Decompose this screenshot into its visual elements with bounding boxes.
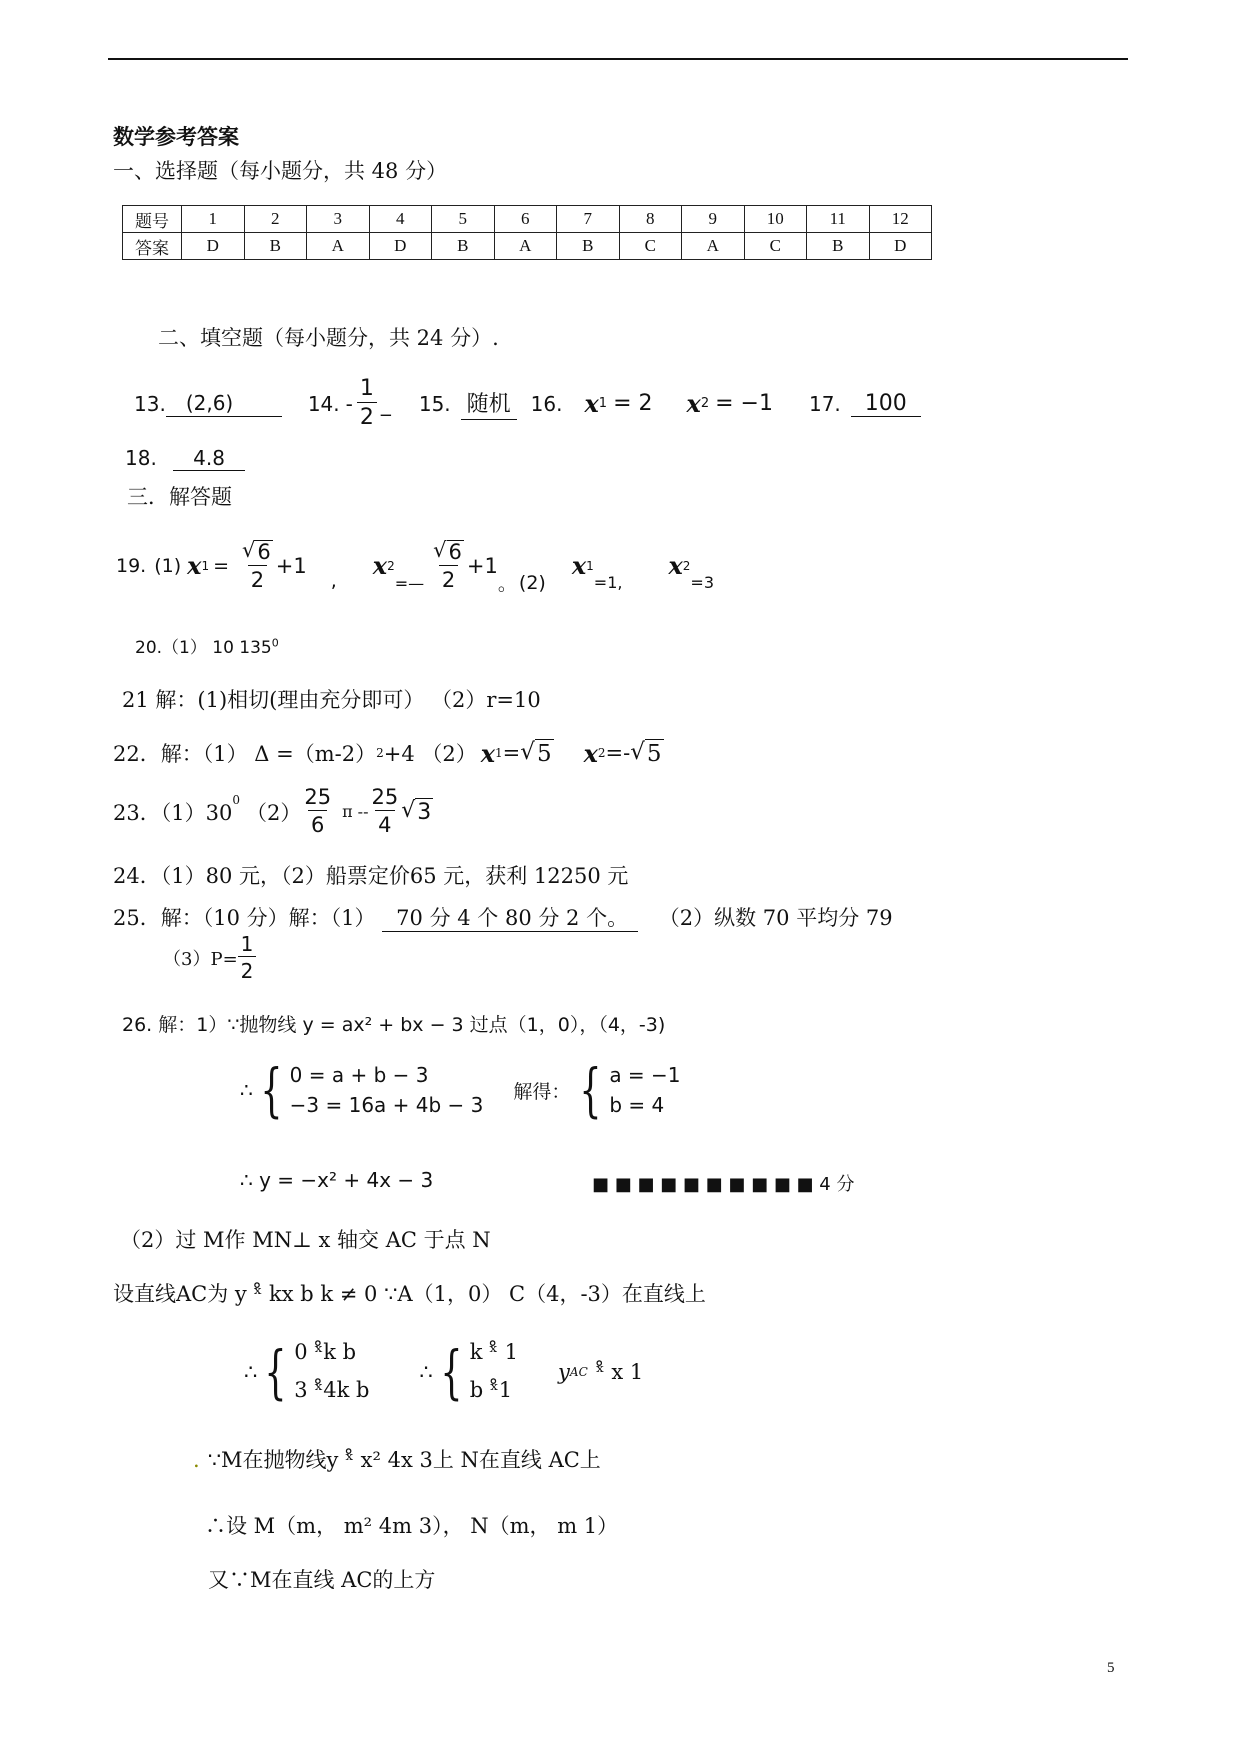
q25-num: 1 (240, 932, 254, 956)
q23-row: 23．（1）30 $^0$ （2） $\frac{25}{6}$ π -- $\frac{25}{4}$ √ 3 (113, 785, 432, 837)
q25-rest: （2）纵数 70 平均分 79 (658, 906, 893, 930)
q13-answer: (2,6) (166, 391, 282, 417)
table-cell: 11 (807, 206, 870, 233)
q26-sys2-a: a = −1 (609, 1063, 681, 1087)
q19-fraction-1: √ 6 2 (242, 538, 271, 592)
q15-answer: 随机 (461, 387, 517, 420)
table-cell: 2 (244, 206, 307, 233)
table-cell: 6 (494, 206, 557, 233)
table-cell: 5 (432, 206, 495, 233)
q14-fraction (357, 378, 377, 429)
q22-sup: 2 (376, 746, 384, 760)
q13-label: 13. (134, 391, 166, 416)
q19-comma: , (330, 569, 337, 592)
q24-text: 24．（1）80 元，（2）船票定价65 元，获利 12250 元 (113, 864, 629, 888)
q26-yac-sub: AC (569, 1364, 588, 1379)
table-cell: D (182, 233, 245, 260)
q26-sys2-b: b = 4 (609, 1093, 665, 1117)
table-cell: D (369, 233, 432, 260)
q14-num: 1 (359, 376, 374, 401)
q16-x1-val: = 2 (613, 391, 653, 416)
q23-pi: π -- (342, 802, 369, 821)
q15-label: 15. (418, 391, 451, 416)
table-row (123, 233, 932, 260)
q26-sys3-a: 0 ˣ̊k b (294, 1340, 357, 1364)
q25-den: 2 (238, 956, 257, 981)
q26-m-on-text: ∵M在抛物线y ˣ̊ x² 4x 3上 N在直线 AC上 (207, 1448, 601, 1472)
q14-label: 14. (307, 391, 340, 416)
q23-den2: 4 (375, 810, 394, 836)
table-cell: C (619, 233, 682, 260)
q19-x1: x (187, 551, 202, 580)
q19-part1: (1) (154, 554, 182, 577)
q22-row: 22．解：（1） Δ =（m-2） 2 +4 （2） x 1 = √ 5 x 2 =- √ 5 (113, 738, 662, 768)
q22-sqrt2: 5 (646, 741, 662, 767)
table-cell: 1 (182, 206, 245, 233)
answer-table (122, 205, 932, 260)
section1-heading: 一、选择题（每小题分，共 48 分） (113, 159, 448, 183)
q19-x1-eq: = (213, 554, 230, 577)
q26-head: 26. 解：1）∵抛物线 y = ax² + bx − 3 过点（1，0），（4，-3) (122, 1014, 666, 1036)
table-cell: B (244, 233, 307, 260)
q26-yac-rest: ˣ̊ x 1 (595, 1359, 644, 1384)
q23-text: 23．（1）30 (113, 800, 233, 825)
q26-line: 设直线AC为 y ˣ̊ kx b k ≠ 0 ∵A（1，0） C（4，-3）在直线上 (113, 1282, 706, 1306)
q26-m-on: . ∵M在抛物线y ˣ̊ x² 4x 3上 N在直线 AC上 (193, 1448, 601, 1472)
table-cell: 8 (619, 206, 682, 233)
q16-x1-sub: 1 (598, 396, 608, 411)
q25-fraction (238, 934, 257, 981)
q19-den-1: 2 (248, 565, 267, 591)
q19-plus-1: +1 (275, 553, 307, 578)
q26-solve: 解得： (513, 1080, 571, 1103)
table-cell: 9 (682, 206, 745, 233)
q20-row (135, 633, 279, 658)
q19-part2: (2) (518, 571, 546, 594)
table-cell: 3 (307, 206, 370, 233)
q26-sys3-b: 3 ˣ̊4k b (294, 1377, 370, 1402)
q19-label: 19. (116, 554, 147, 577)
q19-plus-2: +1 (466, 553, 498, 578)
table-cell: A (494, 233, 557, 260)
q26-system-4 (470, 1334, 518, 1410)
q16-x2-val: = −1 (715, 391, 773, 416)
q19-x1b-val: =1, (593, 573, 623, 592)
q17-label: 17. (808, 391, 841, 416)
q18-answer: 4.8 (173, 446, 245, 471)
q26-part2: （2）过 M作 MN⊥ x 轴交 AC 于点 N (120, 1228, 491, 1252)
table-cell: D (869, 233, 932, 260)
q17-answer: 100 (851, 391, 921, 417)
section2-heading: 二、填空题（每小题分，共 24 分）. (158, 326, 499, 350)
q19-row: 19. (1) x 1 = √ 6 2 +1 , x 2 =— √ 6 2 +1 。 (2) x 1 =1, x 2 =3 (116, 538, 714, 595)
table-cell: A (307, 233, 370, 260)
q23-num1: 25 (304, 785, 332, 809)
q19-sqrt-1: 6 (257, 540, 271, 564)
q26-sys1-a: 0 = a + b − 3 (289, 1063, 429, 1087)
q23-sqrt: 3 (417, 800, 432, 825)
table-cell: B (432, 233, 495, 260)
q26-system-row-2: ∴ { 0 ˣ̊k b 3 ˣ̊4k b ∴ { k ˣ̊ 1 b ˣ̊1 y AC ˣ̊ x 1 (244, 1334, 643, 1410)
q26-system-row: ∴ { 0 = a + b − 3 −3 = 16a + 4b − 3 解得： { a = −1 b = 4 (240, 1056, 681, 1124)
q26-yac: y (558, 1359, 570, 1384)
q16-label: 16. (530, 391, 563, 416)
q19-x1b: x (571, 551, 587, 580)
fill-in-row-1: 13. (2,6) 14. - $\frac{1}{2}$ _ 15. 随机 16. x 1 = 2 x 2 = −1 17. 100 (134, 378, 921, 429)
q14-den: 2 (357, 402, 377, 429)
q25-underlined: 70 分 4 个 80 分 2 个。 (382, 906, 638, 932)
table-cell: 题号 (123, 206, 182, 233)
table-cell: B (557, 233, 620, 260)
q26-set: ∴设 M（m， m² 4m 3）， N（m， m 1） (205, 1514, 619, 1538)
q23-fraction-1 (301, 787, 334, 836)
q19-x2b-val: =3 (690, 573, 714, 592)
q26-therefore: ∴ y = −x² + 4x − 3 (240, 1168, 434, 1192)
q23-num2: 25 (371, 785, 399, 809)
table-cell: 10 (744, 206, 807, 233)
q26-system-2 (609, 1060, 680, 1120)
table-cell: B (807, 233, 870, 260)
page-number: 5 (1107, 1660, 1115, 1676)
q19-den-2: 2 (439, 565, 458, 591)
page-title: 数学参考答案 (113, 124, 239, 149)
q26-dots: ■ ■ ■ ■ ■ ■ ■ ■ ■ ■ 4 分 (592, 1174, 855, 1195)
q20-sup: 0 (271, 636, 279, 650)
q16-x2-sub: 2 (700, 396, 710, 411)
q26-system-1 (290, 1060, 484, 1120)
q21-text: 21 解：(1)相切(理由充分即可） （2）r=10 (122, 688, 541, 712)
q16-x2: x (686, 389, 701, 418)
q23-sup: 0 (232, 793, 240, 807)
table-cell: 12 (869, 206, 932, 233)
table-cell: C (744, 233, 807, 260)
q22-text: 22．解：（1） Δ =（m-2） (113, 742, 377, 766)
q22-x2-val: =- (605, 741, 631, 765)
q18-label: 18. (125, 446, 157, 470)
q23-part2: （2） (245, 800, 302, 825)
q26-sys4-b: b ˣ̊1 (469, 1377, 513, 1402)
q23-fraction-2 (368, 787, 401, 836)
q20-text: 20.（1） 10 135 (135, 638, 272, 658)
q19-period: 。 (497, 573, 517, 595)
table-cell: 7 (557, 206, 620, 233)
table-cell: A (682, 233, 745, 260)
q22-x1-val: = (502, 741, 521, 765)
section3-heading: 三．解答题 (127, 485, 232, 509)
table-row (123, 206, 932, 233)
q23-den1: 6 (308, 810, 327, 836)
q22-sqrt1: 5 (536, 741, 552, 767)
q25-p3-row (163, 934, 256, 981)
table-cell: 答案 (123, 233, 182, 260)
q19-sqrt-2: 6 (448, 540, 462, 564)
top-rule (108, 58, 1128, 60)
q16-x1: x (584, 389, 599, 418)
q19-fraction-2: √ 6 2 (433, 538, 462, 592)
q26-above: 又∵M在直线 AC的上方 (208, 1568, 436, 1592)
q25-text: 25．解：（10 分）解：（1） (113, 906, 376, 930)
q25-row (113, 902, 893, 932)
q26-sys4-a: k ˣ̊ 1 (469, 1340, 519, 1364)
q14-sign: - (345, 391, 353, 416)
q19-x2: x (372, 551, 388, 580)
q19-x2b: x (668, 551, 683, 580)
q22-rest: +4 （2） (383, 742, 477, 766)
table-cell: 4 (369, 206, 432, 233)
fill-in-row-2 (125, 446, 245, 470)
q26-system-3 (294, 1334, 369, 1410)
q26-sys1-b: −3 = 16a + 4b − 3 (289, 1093, 484, 1117)
q25-p3: （3）P= (163, 948, 238, 970)
q19-x2-eq: =— (394, 574, 425, 593)
